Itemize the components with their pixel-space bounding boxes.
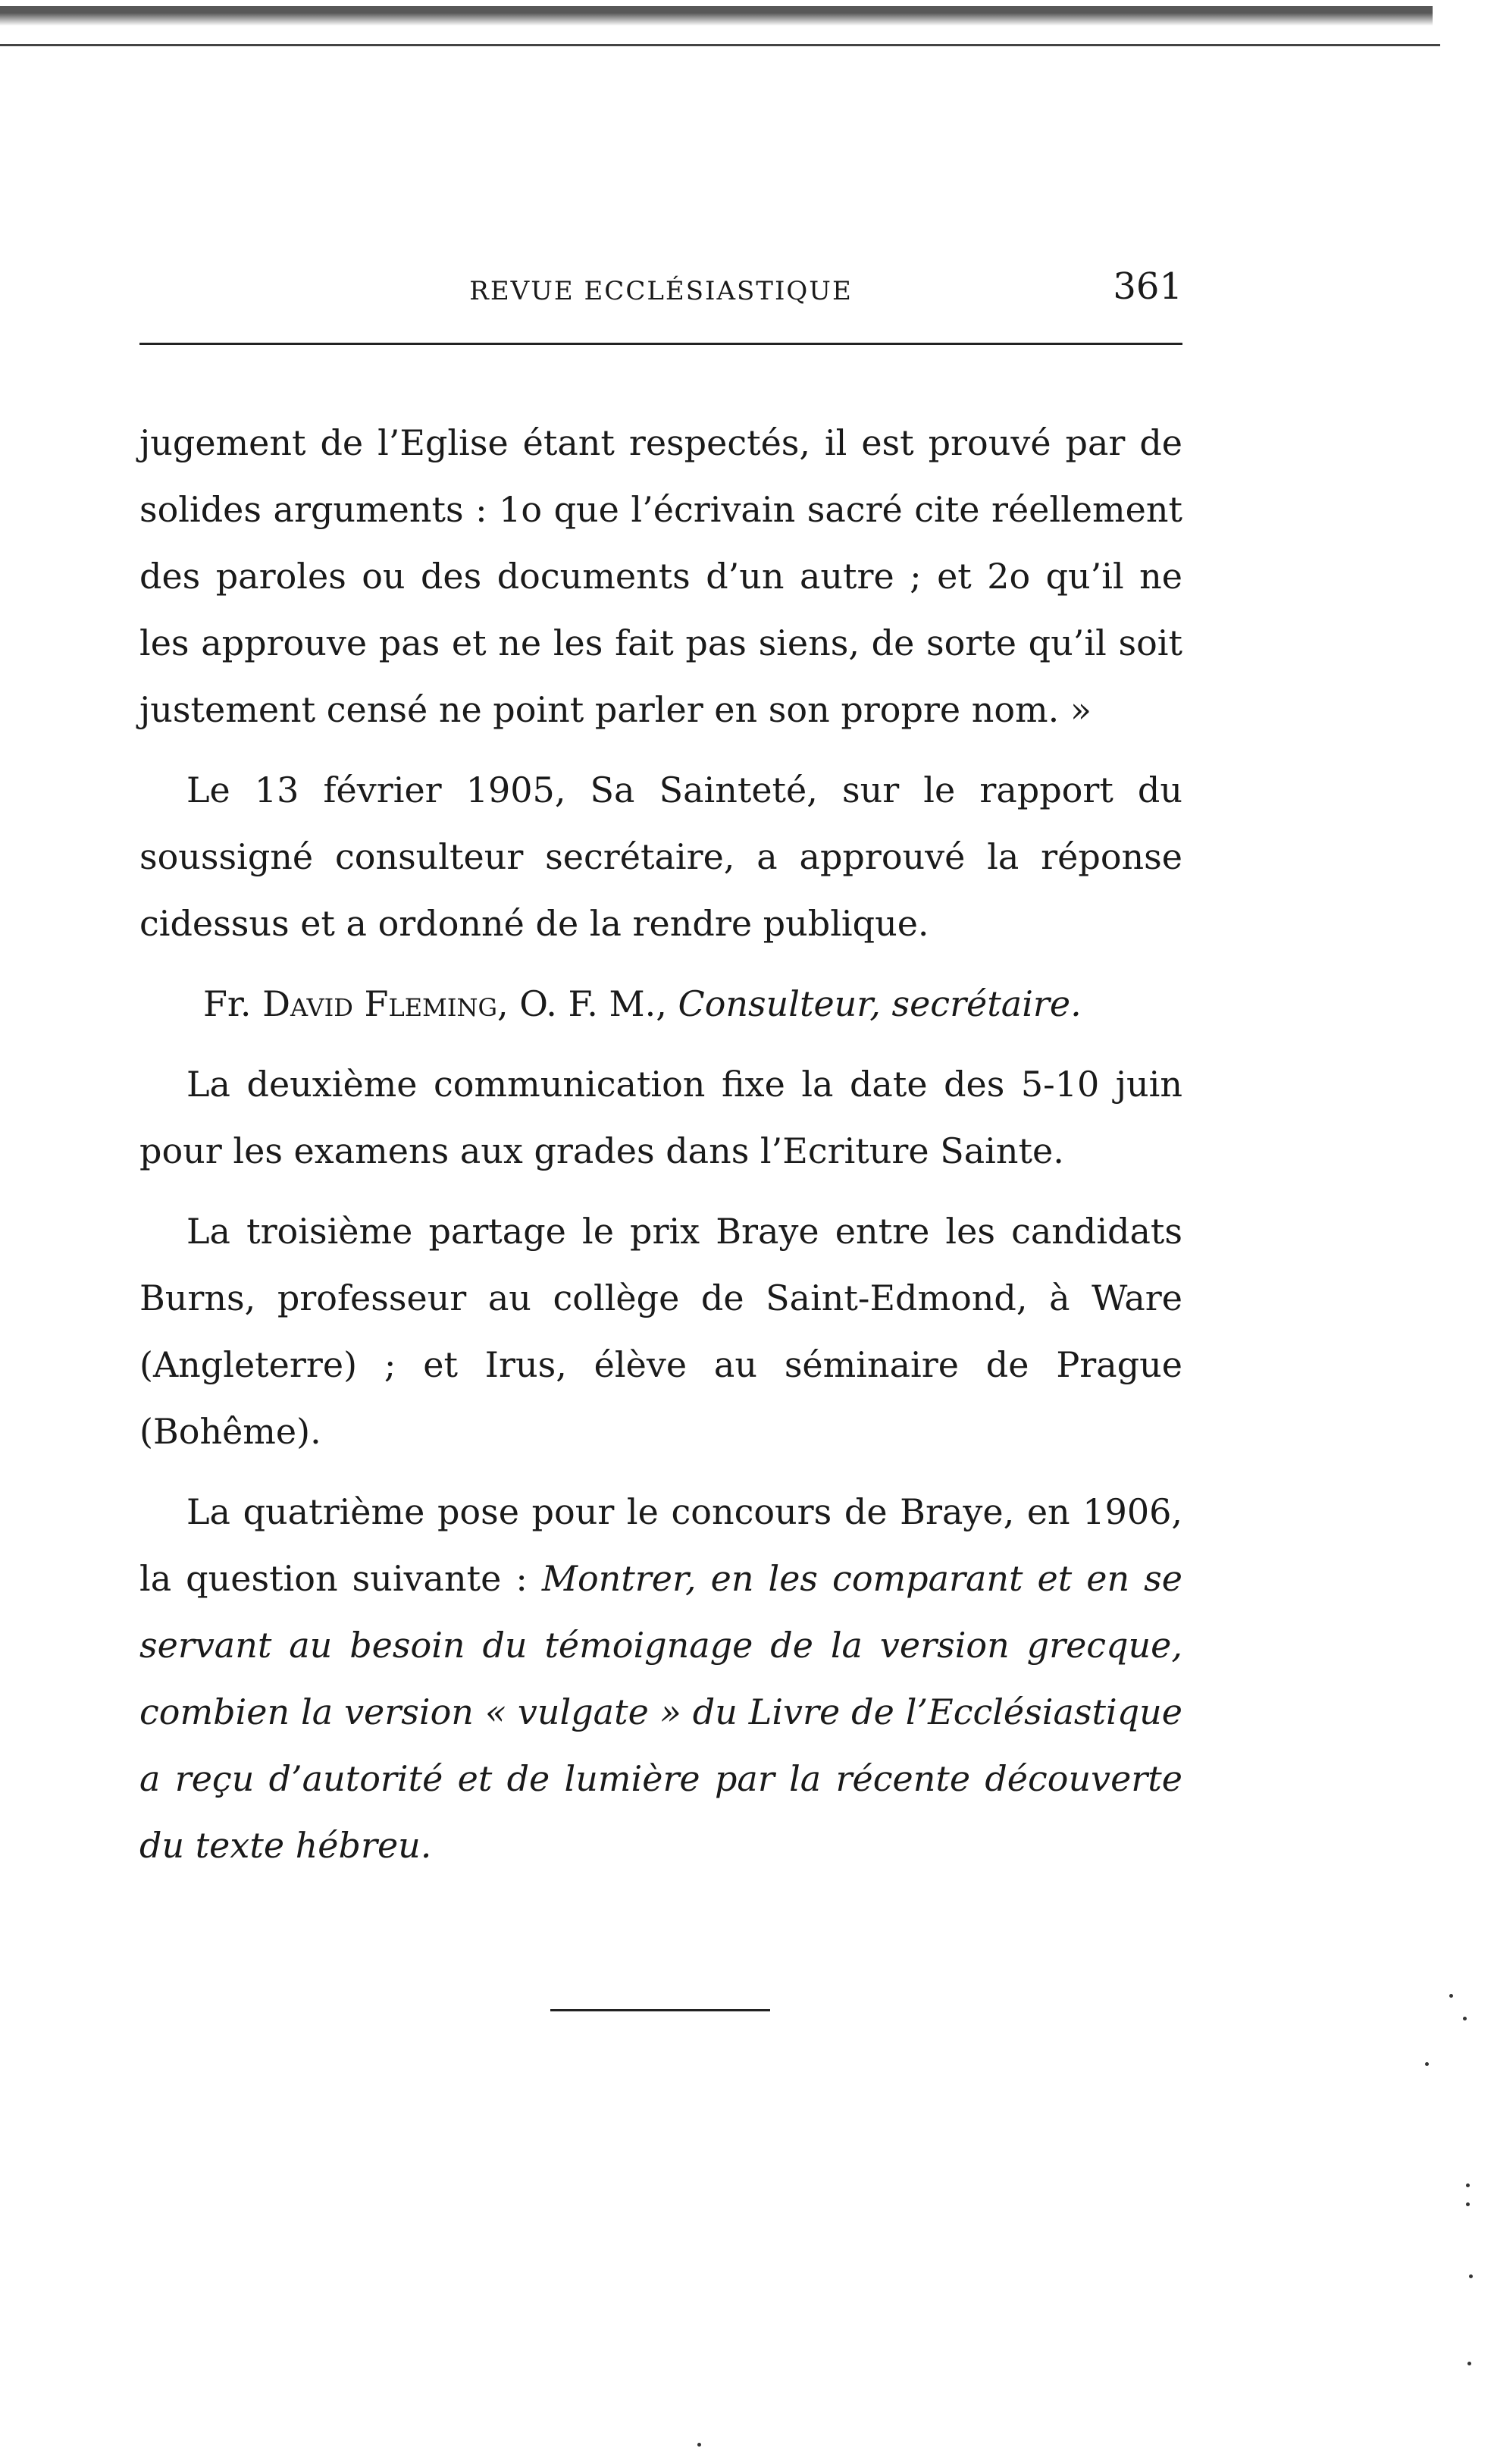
paragraph-fourth-communication: [139, 1478, 1182, 1879]
paragraph-approval: Le 13 février 1905, Sa Sainteté, sur le rapport du soussigné consulteur secrétaire, a approuvé la réponse cidessus et a ordonné de la rendre publique.: [139, 770, 1182, 944]
scan-speck: [1425, 2062, 1429, 2066]
page-body: [139, 409, 1182, 1892]
paragraph-continuation: jugement de l’Eglise étant respectés, il est prouvé par de solides arguments : 1o que l’écrivain sacré cite réellement des paroles ou des documents d’un autre ; et 2o qu’il ne les approuve pas et ne les fait pas siens, de sorte qu’il soit justement censé ne point parler en son propre nom. »: [139, 422, 1182, 730]
scan-speck: [1466, 2202, 1470, 2206]
scan-speck: [1463, 2017, 1467, 2020]
scan-speck: [1466, 2183, 1470, 2187]
scan-speck: [1469, 2274, 1473, 2278]
header-rule: [139, 343, 1182, 345]
scan-top-edge: [0, 6, 1433, 26]
signature-order: , O. F. M.,: [497, 983, 678, 1024]
scan-speck: [1449, 1994, 1453, 1998]
signature-prefix: Fr.: [203, 983, 263, 1024]
running-head: REVUE ECCLÉSIASTIQUE: [469, 276, 853, 306]
contest-question: Montrer, en les comparant et en se servant au besoin du témoignage de la version grecque, combien la version « vulgate » du Livre de l’Ecclésiastique a reçu d’autorité et de lumière par la récente découverte du texte hébreu.: [139, 1558, 1183, 1866]
scan-speck: [1467, 2362, 1471, 2365]
page-number: 361: [1113, 265, 1182, 308]
scan-speck: [697, 2443, 701, 2447]
page-header: [139, 265, 1182, 318]
paragraph-third-communication: La troisième partage le prix Braye entre les candidats Burns, professeur au collège de Saint-Edmond, à Ware (Angleterre) ; et Irus, élève au séminaire de Prague (Bohême).: [139, 1211, 1182, 1452]
signature-line: [139, 970, 1182, 1037]
signature-title: Consulteur, secrétaire.: [678, 983, 1082, 1024]
fourth-intro: La quatrième pose pour le concours de Braye, en 1906, la question suivante :: [139, 1491, 1182, 1599]
paragraph-second-communication: La deuxième communication fixe la date des 5-10 juin pour les examens aux grades dans l’Ecriture Sainte.: [139, 1064, 1182, 1171]
signature-name: David Fleming: [262, 983, 498, 1024]
end-rule: [550, 2009, 770, 2011]
scan-top-line: [0, 44, 1440, 46]
